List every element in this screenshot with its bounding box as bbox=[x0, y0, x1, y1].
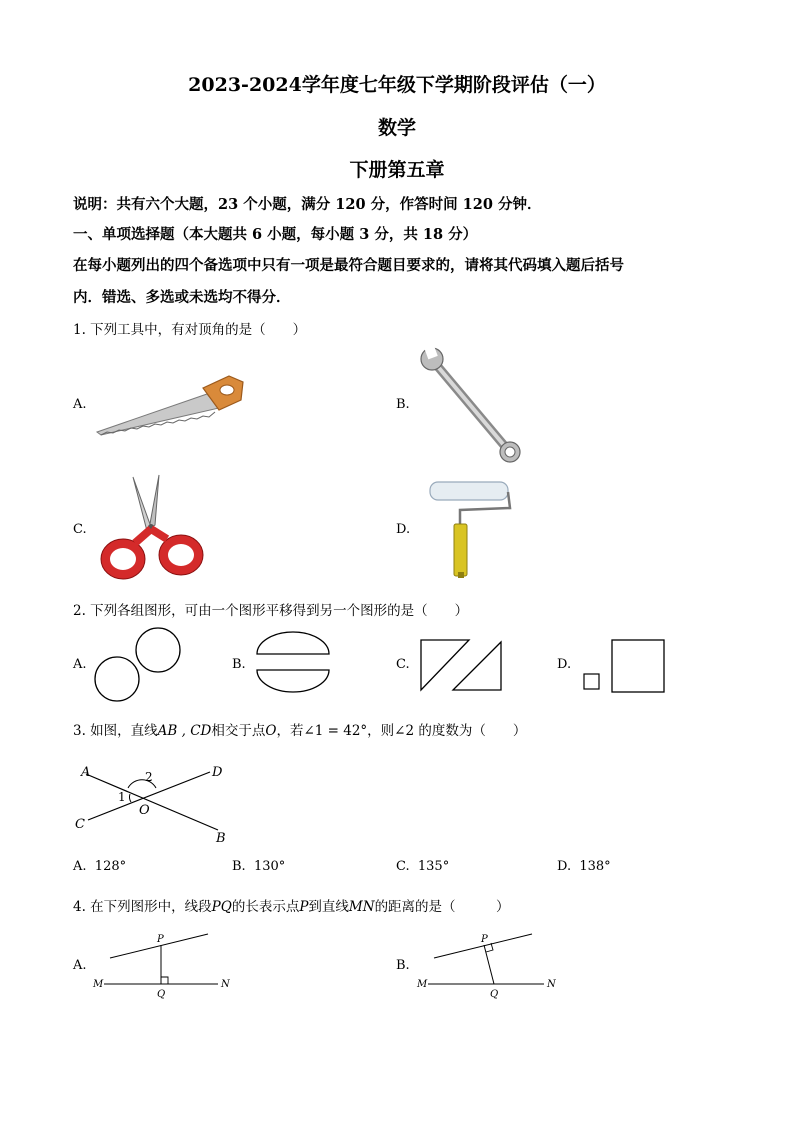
q1-option-d-label: D. bbox=[396, 522, 411, 537]
intersecting-lines-figure bbox=[70, 758, 240, 848]
q2-option-a-label: A. bbox=[73, 657, 87, 672]
q4-stem: 4. 在下列图形中，线段PQ的长表示点P到直线MN的距离的是（ ） bbox=[73, 899, 510, 915]
q1-option-a-label: A. bbox=[73, 397, 87, 412]
q3-stem bbox=[73, 719, 526, 739]
q4-option-b-label: B. bbox=[396, 958, 410, 973]
scissors-image bbox=[97, 475, 207, 585]
q3-stem-mid: 相交于点 bbox=[211, 723, 266, 739]
label-c: C bbox=[75, 817, 85, 832]
label-d: D bbox=[212, 765, 223, 780]
label-n-b: N bbox=[547, 979, 556, 990]
label-m: M bbox=[93, 979, 104, 990]
q3-lines: AB , CD bbox=[157, 723, 212, 739]
label-angle-1: 1 bbox=[118, 790, 126, 804]
two-segments-figure bbox=[254, 632, 332, 694]
label-q: Q bbox=[157, 989, 166, 1000]
q2-option-c-label: C. bbox=[396, 657, 410, 672]
q3-option-a: A. 128° bbox=[73, 859, 127, 874]
q4-line: MN bbox=[348, 899, 375, 915]
wrench-image bbox=[418, 346, 522, 464]
q3-stem-mid2: ，若∠1 = 42°，则∠2 的度数为（ ） bbox=[276, 723, 527, 739]
paint-roller-image bbox=[426, 478, 512, 582]
q4-option-a-label: A. bbox=[73, 958, 87, 973]
page-title: 2023-2024学年度七年级下学期阶段评估（一） bbox=[188, 74, 606, 96]
q4-figure-a bbox=[90, 928, 240, 1002]
section-desc-line1: 在每小题列出的四个备选项中只有一项是最符合题目要求的，请将其代码填入题后括号 bbox=[73, 257, 624, 274]
section-heading: 一、单项选择题（本大题共 6 小题，每小题 3 分，共 18 分） bbox=[73, 226, 478, 243]
label-p: P bbox=[157, 934, 164, 945]
q1-option-c-label: C. bbox=[73, 522, 87, 537]
saw-image bbox=[95, 372, 245, 436]
label-angle-2: 2 bbox=[145, 770, 153, 784]
subject-title: 数学 bbox=[377, 117, 416, 139]
q2-option-b-label: B. bbox=[232, 657, 246, 672]
q1-option-b-label: B. bbox=[396, 397, 410, 412]
q2-option-d-label: D. bbox=[557, 657, 572, 672]
label-m-b: M bbox=[417, 979, 428, 990]
q4-segment: PQ bbox=[211, 899, 232, 915]
instructions: 说明：共有六个大题，23 个小题，满分 120 分，作答时间 120 分钟． bbox=[73, 196, 542, 213]
label-o: O bbox=[139, 803, 150, 818]
q2-stem: 2. 下列各组图形，可由一个图形平移得到另一个图形的是（ ） bbox=[73, 603, 469, 619]
two-triangles-figure bbox=[419, 638, 503, 692]
q3-stem-pre: 3. 如图，直线 bbox=[73, 723, 158, 739]
q3-option-b: B. 130° bbox=[232, 859, 286, 874]
q3-option-c: C. 135° bbox=[396, 859, 450, 874]
q1-stem: 1. 下列工具中，有对顶角的是（ ） bbox=[73, 322, 307, 338]
label-q-b: Q bbox=[490, 989, 499, 1000]
q4-figure-b bbox=[414, 928, 564, 1002]
label-n: N bbox=[221, 979, 230, 990]
label-b: B bbox=[216, 831, 226, 846]
section-desc-line2: 内．错选、多选或未选均不得分． bbox=[73, 289, 291, 306]
q4-point: P bbox=[299, 899, 309, 915]
label-p-b: P bbox=[481, 934, 488, 945]
label-a: A bbox=[81, 765, 91, 780]
two-circles-figure bbox=[93, 626, 185, 704]
two-squares-figure bbox=[582, 638, 668, 694]
chapter-title: 下册第五章 bbox=[349, 159, 445, 181]
q3-point: O bbox=[265, 723, 277, 739]
q3-option-d: D. 138° bbox=[557, 859, 611, 874]
